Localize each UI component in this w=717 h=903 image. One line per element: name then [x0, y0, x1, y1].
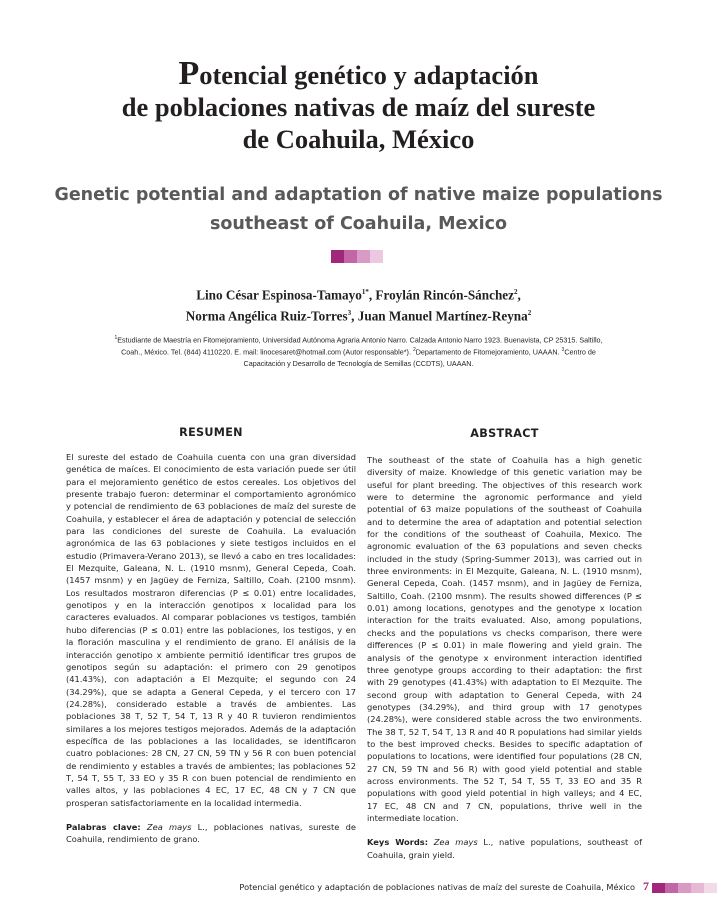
affil-text: Departamento de Fitomejoramiento, UAAAN. [415, 347, 562, 357]
keywords-label: Palabras clave: [66, 821, 141, 832]
affil-sup: 1 [114, 335, 118, 341]
author-name: Juan Manuel Martínez-Reyna [357, 308, 528, 324]
resumen-heading: RESUMEN [179, 426, 243, 439]
author-name: Froylán Rincón-Sánchez [375, 287, 515, 303]
author-sup: 1* [361, 288, 369, 296]
ornament-square [344, 250, 357, 263]
title-ornament [331, 250, 383, 263]
footer-bar-block [704, 883, 717, 893]
abstract-column [367, 426, 642, 861]
author-sup: 2 [527, 309, 532, 318]
affil-text: Centro de Capacitación y Desarrollo de Tecnología de Semillas (CCDTS), UAAAN. [243, 347, 596, 368]
author-list: Lino César Espinosa-Tamayo$^{1*}$, Froylán Rincón-Sánchez$^2$, Norma Angélica Ruiz-Torres$^3$, Juan Manuel Martínez-Reyna$^2$ [185, 287, 532, 324]
affil-sup: 3 [561, 347, 565, 354]
subtitle-line-1: Genetic potential and adaptation of native maize populations [54, 185, 663, 205]
footer-bar-block [691, 883, 704, 893]
ornament-square [370, 250, 383, 263]
keywords-text: L., poblaciones nativas, sureste de Coahuila, rendimiento de grano. [66, 821, 356, 845]
subtitle-line-2: southeast of Coahuila, Mexico [209, 214, 508, 234]
ornament-square [357, 250, 370, 263]
footer-bar-block [652, 883, 665, 893]
resumen-keywords [66, 821, 356, 846]
affil-text: Estudiante de Maestría en Fitomejoramiento, Universidad Autónoma Agraria Antonio Narro. Calzada Antonio Narro 1923. Buenavista, CP 25315. Saltillo, Coah., México. Tel. (844) 4110220. E. mail: linocesaret@hotmail.com (Autor responsable*). [117, 335, 603, 357]
species-name: Zea mays [433, 837, 478, 848]
abstract-heading: ABSTRACT [470, 427, 539, 440]
abstract-body: The southeast of the state of Coahuila has a high genetic diversity of maize. Knowledge of this genetic variation may be useful for plant breeding. The objectives of this research work were to determine the agronomic performance and yield potential of 63 maize populations of the southeast of Coahuila and to determine the area of adaptation and potential selection for the conditions of the southeast of Coahuila, Mexico. The agronomic evaluation of the 63 populations and seven checks included in the study (Spring-Summer 2013), was carried out in three environments: in El Mezquite, Galeana, N. L. (1910 msnm), General Cepeda, Coah. (1457 msnm), and in Jagüey de Ferniza, Saltillo, Coah. (2100 msnm). The results showed differences (P ≤ 0.01) among locations, genotypes and the genotype x location interaction for the traits evaluated. Also, among populations, checks and the populations vs checks comparison, there were differences (P ≤ 0.01) in male flowering and yield grain. The analysis of the genotype x environment interaction identified three genotype groups according to their adaptation: the first with 29 genotypes (41.43%) with adaptation to El Mezquite. The second group with adaptation to General Cepeda, with 24 genotypes (34.29%), and third group with 17 genotypes (24.28%), were considered stable across the two environments. The 38 T, 52 T, 54 T, 13 R and 40 R populations had similar yields to the best improved checks. Besides to specific adaptation of populations to locations, were identified four populations (28 CN, 27 CN, 59 TN and 56 R) with good yield potential and stable across environments. The 52 T, 54 T, 55 T, 33 EO and 35 R populations with good yield potential in high valleys; and 4 EC, 17 EC, 48 CN and 7 CN, populations, thrive well in the intermediate location. [367, 455, 642, 823]
running-title: Potencial genético y adaptación de poblaciones nativas de maíz del sureste de Coahuila, México [239, 882, 635, 892]
page-number: 7 [643, 879, 649, 893]
author-name: Norma Angélica Ruiz-Torres [185, 308, 348, 324]
keywords-text: L., native populations, southeast of Coahuila, grain yield. [367, 837, 642, 860]
english-title [40, 181, 677, 239]
footer-bar [652, 883, 717, 893]
title-line-1: otencial genético y adaptación [199, 60, 539, 90]
species-name: Zea mays [146, 821, 192, 832]
resumen-column [66, 426, 356, 846]
page-footer [0, 881, 717, 895]
abstract-keywords [367, 836, 642, 861]
article-title [0, 55, 717, 155]
affiliations [110, 333, 607, 369]
title-line-3: de Coahuila, México [242, 124, 475, 154]
ornament-square [331, 250, 344, 263]
author-sup: 3 [347, 309, 352, 318]
title-line-2: de poblaciones nativas de maíz del sureste [121, 92, 596, 122]
footer-bar-block [678, 883, 691, 893]
author-sup: 2 [514, 288, 518, 296]
keywords-label: Keys Words: [367, 837, 429, 848]
affil-sup: 2 [412, 347, 416, 354]
author-name: Lino César Espinosa-Tamayo [196, 287, 362, 303]
resumen-body: El sureste del estado de Coahuila cuenta con una gran diversidad genética de maíces. El conocimiento de esta variación puede ser útil para el mejoramiento genético de estos cereales. Los objetivos del presente trabajo fueron: determinar el comportamiento agronómico y potencial de rendimiento de 63 poblaciones de maíz del sureste de Coahuila, y establecer el área de adaptación y potencial de selección para las condiciones del sureste de Coahuila. La evaluación agronómica de las 63 poblaciones y siete testigos incluidos en el estudio (Primavera-Verano 2013), se llevó a cabo en tres localidades: El Mezquite, Galeana, N. L. (1910 msnm), General Cepeda, Coah. (1457 msnm) y en Jagüey de Ferniza, Saltillo, Coah. (2100 msnm). Los resultados mostraron diferencias (P ≤ 0.01) entre localidades, genotipos y en la interacción genotipos x localidad para los caracteres evaluados. Al comparar poblaciones vs testigos, también hubo diferencias (P ≤ 0.01) entre las poblaciones, los testigos, y en la floración masculina y el rendimiento de grano. El análisis de la interacción genotipo x ambiente permitió identificar tres grupos de genotipos según su adaptación: el primero con 29 genotipos (41.43%), con adaptación a El Mezquite; el segundo con 24 (34.29%), que se adapta a General Cepeda, y el tercero con 17 (24.28%), considerado estable a través de ambientes. Las poblaciones 38 T, 52 T, 54 T, 13 R y 40 R tuvieron rendimientos similares a los mejores testigos mejorados. Además de la adaptación específica de las poblaciones a las localidades, se identificaron cuatro poblaciones: 28 CN, 27 CN, 59 TN y 56 R con buen potencial de rendimiento y estables a través de ambientes; las poblaciones 52 T, 54 T, 55 T, 33 EO y 35 R con buen potencial de rendimiento en valles altos, y las poblaciones 4 EC, 17 EC, 48 CN y 7 CN que prosperan satisfactoriamente en la localidad intermedia. [66, 452, 356, 808]
footer-bar-block [665, 883, 678, 893]
title-dropcap: P [178, 55, 200, 92]
